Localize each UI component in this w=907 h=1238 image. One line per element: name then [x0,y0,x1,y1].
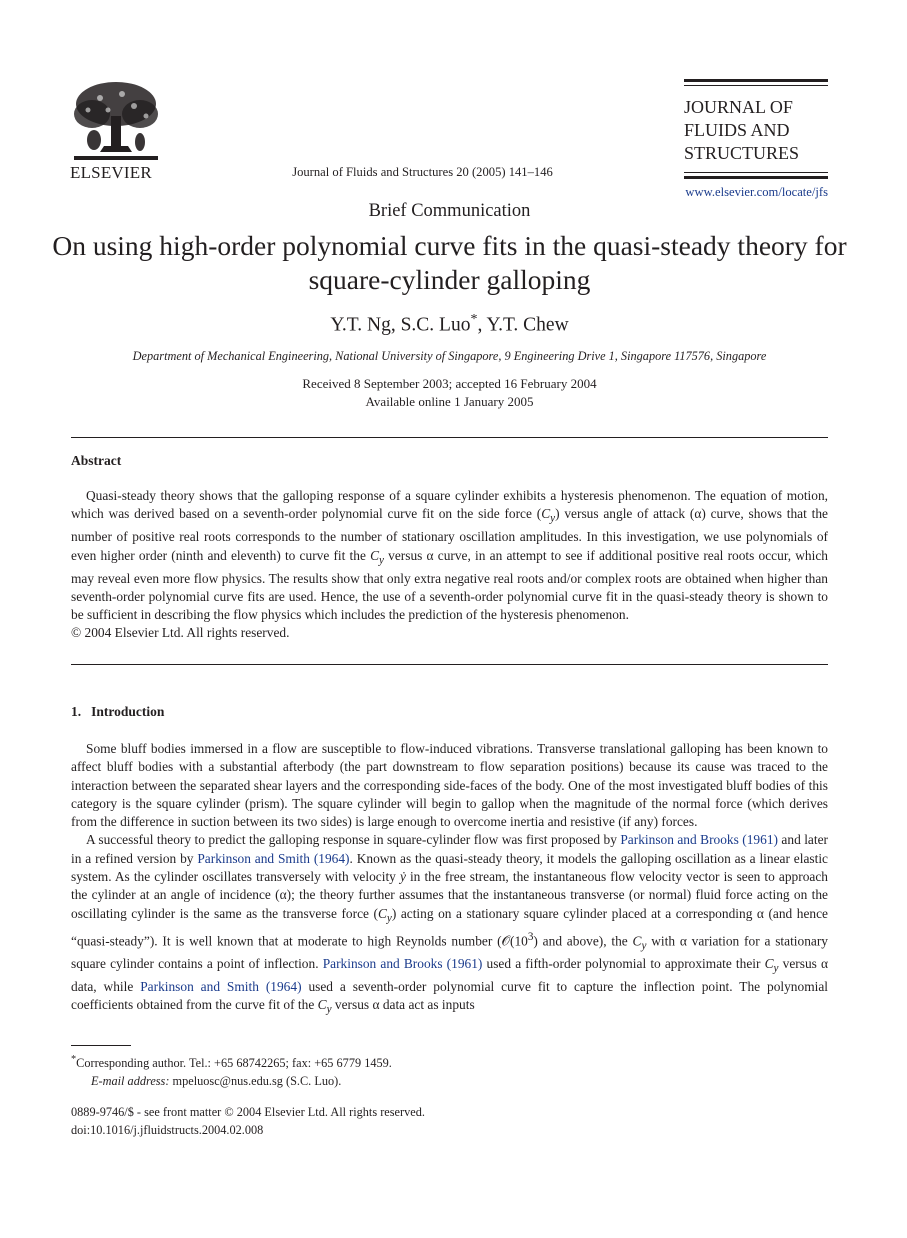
section-body [71,740,828,1019]
article-dates [0,375,899,411]
divider [684,176,828,179]
math-symbol: C [317,997,327,1013]
tree-logo-icon [70,80,162,162]
abstract-body [71,487,828,643]
abstract-copyright: © 2004 Elsevier Ltd. All rights reserved. [71,625,290,641]
article-title: On using high-order polynomial curve fits in the quasi-steady theory for square-cylinder galloping [52,230,847,295]
author-separator: , [390,314,396,336]
journal-url-link[interactable]: www.elsevier.com/locate/jfs [685,185,828,199]
corresponding-author-note: Corresponding author. Tel.: +65 68742265; fax: +65 6779 1459. [76,1056,392,1071]
citation-link[interactable]: Parkinson and Smith (1964) [140,979,302,995]
divider [684,85,828,86]
citation-link[interactable]: Parkinson and Brooks (1961) [620,832,778,848]
footnote-line [71,1051,392,1072]
section-heading [71,704,164,720]
author-separator: , [477,314,483,336]
footnote [71,1051,392,1090]
math-symbol: C [541,506,551,522]
math-symbol: C [764,956,774,972]
abstract-text: Quasi-steady theory shows that the galloping response of a square cylinder exhibits a hysteresis phenomenon. The equation of motion, which was derived based on a seventh-order polynomial curve fit on the side force ( [71,488,828,522]
email-link[interactable]: mpeluosc@nus.edu.sg (S.C. Luo). [172,1074,342,1089]
abstract-heading: Abstract [71,453,122,468]
email-label: E-mail address: [91,1074,170,1089]
section-title: Introduction [91,704,165,719]
author-name: Y.T. Chew [486,314,569,336]
body-text: ) and above), the [533,933,633,949]
corresponding-author-mark[interactable]: * [470,312,478,327]
body-text: in the free stream, the instantaneous flow velocity vector is seen to approach the cylinder at an angle of incidence (α); the theory further assumes that the instantaneous transverse (or normal) fluid force acting on the oscillating cylinder is the same as the transverse force ( [71,869,828,921]
math-subscript: y [379,554,384,567]
math-subscript: y [550,512,556,525]
math-subscript: y [386,912,392,925]
journal-title-box [684,79,828,179]
page-footer [71,1103,425,1139]
math-symbol: C [370,547,380,563]
divider [71,437,828,438]
divider [684,172,828,173]
section-number: 1. [71,704,82,719]
affiliation: Department of Mechanical Engineering, National University of Singapore, 9 Engineering Drive 1, Singapore 117576, Singapore [132,349,767,363]
body-text: ) acting on a stationary square cylinder placed at a corresponding α (and hence “quasi-steady”). It is well known that at moderate to high Reynolds number (𝒪(10 [71,905,828,949]
received-date: Received 8 September 2003; accepted 16 February 2004 [302,376,597,391]
body-text: . Known as the quasi-steady theory, it models the galloping oscillation as a linear elastic system. As the cylinder oscillates transversely with velocity [71,850,828,885]
abstract-text: ) versus angle of attack (α) curve, shows that the number of positive real roots corresponds to the number of stationary oscillation amplitudes. In this investigation, we use polynomials of even higher order (ninth and eleventh) to curve fit the [71,506,828,563]
citation-link[interactable]: Parkinson and Smith (1964) [197,850,350,866]
abstract-text: versus α curve, in an attempt to see if additional positive real roots occur, which may reveal even more flow physics. The results show that only extra negative real roots and/or complex roots are obtained when higher than seventh-order polynomial curve fits are used. Hence, the use of a seventh-order polynomial curve fit in the quasi-steady theory is shown to be sufficient in describing the flow physics which includes the prediction of the hysteresis phenomenon. [71,547,828,623]
journal-title [684,96,828,165]
author-name: Y.T. Ng [330,314,391,336]
math-subscript: y [326,1004,332,1017]
math-symbol: C [377,905,387,921]
available-date: Available online 1 January 2005 [365,394,534,409]
journal-reference: Journal of Fluids and Structures 20 (2005) 141–146 [292,165,553,179]
journal-title-line: FLUIDS AND [684,120,790,140]
footnote-divider [71,1045,131,1046]
body-paragraph [71,831,828,1019]
article-type: Brief Communication [368,201,531,221]
journal-title-line: JOURNAL OF [684,97,793,117]
body-paragraph: Some bluff bodies immersed in a flow are susceptible to flow-induced vibrations. Transverse translational galloping has been known to affect bluff bodies with a substantial afterbody (the part downstream to flow separation positions) because its cause was traced to the interaction between the separated shear layers and the corresponding side-faces of the body. One of the most investigated bluff bodies of this category is the square cylinder (prism). The square cylinder will begin to gallop when the magnitude of the normal force (which derives from the difference in suction between its two sides) is large enough to overcome inertia and resistive (if any) forces. [71,741,828,830]
divider [71,664,828,665]
front-matter-note: 0889-9746/$ - see front matter © 2004 Elsevier Ltd. All rights reserved. [71,1105,425,1119]
journal-title-line: STRUCTURES [684,143,800,163]
body-text: versus α data, while [71,956,829,995]
abstract-paragraph [71,487,828,624]
math-superscript: 3 [527,930,534,943]
body-text: versus α data act as inputs [331,997,475,1013]
divider [684,79,828,82]
doi-link[interactable]: doi:10.1016/j.jfluidstructs.2004.02.008 [71,1123,264,1137]
body-text: A successful theory to predict the galloping response in square-cylinder flow was first proposed by [86,832,621,848]
footnote-line [71,1072,392,1090]
math-subscript: y [641,939,647,952]
body-text: with α variation for a stationary square cylinder contains a point of inflection. [71,933,828,972]
publisher-name: ELSEVIER [70,163,152,182]
citation-link[interactable]: Parkinson and Brooks (1961) [322,956,483,972]
math-symbol: ẏ [399,869,406,885]
math-subscript: y [773,962,779,975]
math-symbol: C [632,933,642,949]
body-text: used a fifth-order polynomial to approximate their [482,956,765,972]
author-name: S.C. Luo [400,314,471,336]
footnote-mark: * [71,1054,77,1065]
author-list [0,312,899,337]
body-text: used a seventh-order polynomial curve fit to capture the inflection point. The polynomial coefficients obtained from the curve fit of the [71,979,828,1013]
body-text: and later in a refined version by [71,832,828,866]
